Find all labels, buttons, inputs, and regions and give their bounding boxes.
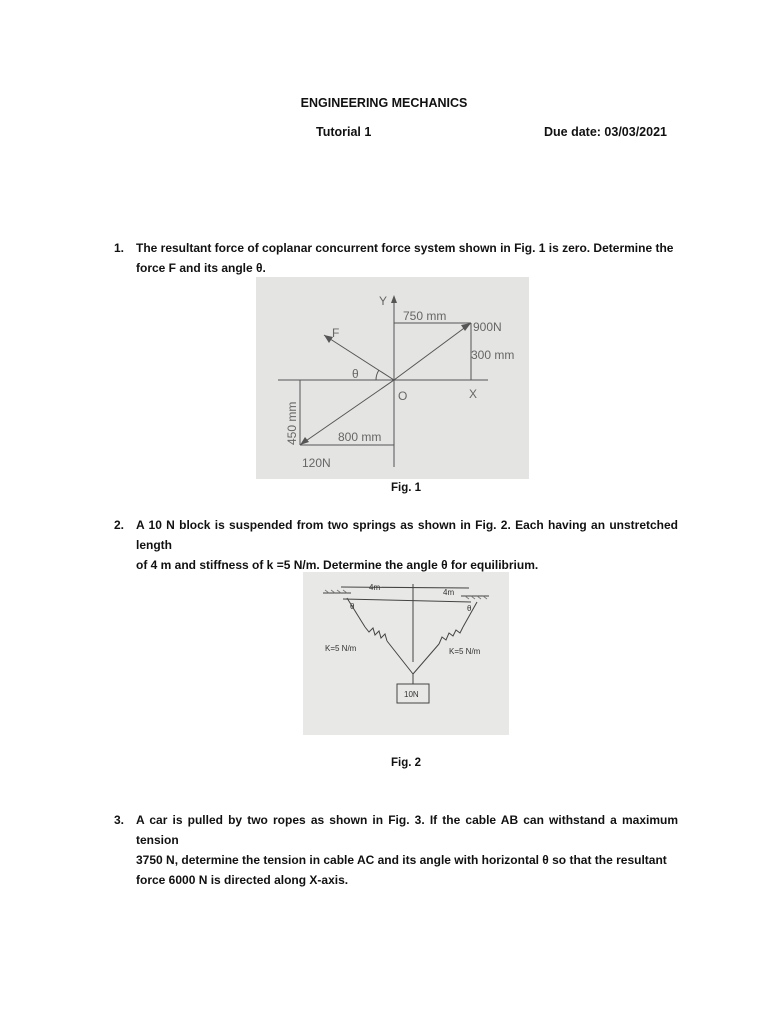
figure-2-image	[303, 572, 509, 735]
label-theta: θ	[352, 367, 359, 381]
label-force-120: 120N	[302, 456, 331, 470]
question-2-number: 2.	[114, 518, 125, 532]
question-3-text	[136, 810, 678, 890]
label-y-axis: Y	[379, 294, 388, 308]
figure-2-caption: Fig. 2	[391, 757, 422, 769]
tutorial-label: Tutorial 1	[316, 125, 372, 139]
label-dim-750: 750 mm	[403, 309, 447, 323]
label-right-length: 4m	[443, 588, 455, 597]
left-link-lower	[387, 641, 413, 674]
label-origin: O	[398, 389, 408, 403]
question-2-line-1: A 10 N block is suspended from two springs as shown in Fig. 2. Each having an unstretched length	[136, 518, 678, 552]
theta-arc	[376, 370, 379, 380]
due-date: Due date: 03/03/2021	[544, 125, 667, 139]
label-dim-300: 300 mm	[471, 348, 515, 362]
right-spring	[439, 627, 463, 644]
reference-line	[343, 599, 471, 602]
question-1-text	[136, 238, 678, 278]
question-1-line-2: force F and its angle θ.	[136, 261, 266, 275]
arrowhead-120	[300, 437, 309, 445]
question-3-line-1: A car is pulled by two ropes as shown in Fig. 3. If the cable AB can withstand a maximum tension	[136, 813, 678, 847]
figure-1-diagram	[256, 277, 529, 479]
label-x-axis: X	[469, 387, 478, 401]
label-dim-800: 800 mm	[338, 430, 382, 444]
question-3-line-2: 3750 N, determine the tension in cable AC and its angle with horizontal θ so that the resultant	[136, 853, 667, 867]
question-2-text	[136, 515, 678, 575]
question-3-number: 3.	[114, 813, 125, 827]
label-k-right: K=5 N/m	[449, 647, 481, 656]
label-theta-right: θ	[467, 604, 472, 613]
question-3-line-3: force 6000 N is directed along X-axis.	[136, 873, 349, 887]
question-1-number: 1.	[114, 241, 125, 255]
right-link-lower	[413, 644, 439, 674]
label-theta-left: θ	[350, 602, 355, 611]
force-f-line	[324, 335, 394, 380]
figure-2-diagram	[303, 572, 509, 735]
question-1-line-1: The resultant force of coplanar concurrent force system shown in Fig. 1 is zero. Determine the	[136, 241, 674, 255]
label-dim-450: 450 mm	[285, 401, 299, 445]
figure-1-image	[256, 277, 529, 479]
document-title: ENGINEERING MECHANICS	[300, 96, 468, 110]
label-force-f: F	[332, 326, 340, 340]
force-900-line	[394, 323, 471, 380]
arrowhead-y	[391, 295, 397, 303]
label-force-900: 900N	[473, 320, 502, 334]
label-block: 10N	[404, 690, 419, 699]
figure-1-caption: Fig. 1	[391, 482, 422, 494]
question-2-line-2: of 4 m and stiffness of k =5 N/m. Determine the angle θ for equilibrium.	[136, 558, 539, 572]
label-left-length: 4m	[369, 583, 381, 592]
label-k-left: K=5 N/m	[325, 644, 357, 653]
left-spring	[365, 627, 387, 641]
